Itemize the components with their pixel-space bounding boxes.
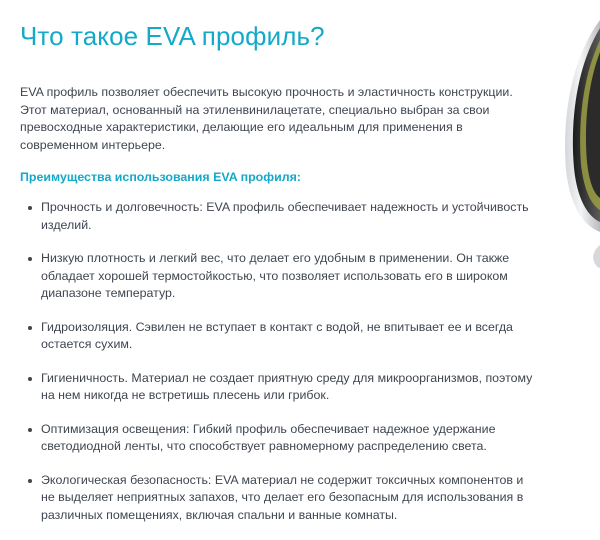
benefit-item-durability: [20, 199, 540, 234]
article-content: [20, 18, 540, 540]
benefit-text: Оптимизация освещения: Гибкий профиль обеспечивает надежное удержание светодиодной ленты, что способствует равномерному распределению света.: [41, 421, 496, 453]
intro-paragraph: EVA профиль позволяет обеспечить высокую прочность и эластичность конструкции. Этот материал, основанный на этиленвинилацетате, специально выбран за свои превосходные характеристики, делающие его идеальным для применения в современном интерьере.: [20, 85, 513, 152]
benefits-heading: Преимущества использования EVA профиля:: [20, 170, 301, 184]
bullet-icon: [28, 326, 32, 330]
bullet-icon: [28, 377, 32, 381]
page-title: Что такое EVA профиль?: [20, 21, 325, 51]
bullet-icon: [28, 428, 32, 432]
benefit-text: Прочность и долговечность: EVA профиль обеспечивает надежность и устойчивость изделий.: [41, 200, 529, 232]
benefit-text: Гидроизоляция. Сэвилен не вступает в контакт с водой, не впитывает ее и всегда остается сухим.: [41, 319, 513, 351]
benefits-list: [20, 199, 540, 524]
benefit-text: Низкую плотность и легкий вес, что делает его удобным в применении. Он также обладает хорошей термостойкостью, что позволяет использовать его в широком диапазоне температур.: [41, 251, 510, 300]
benefit-item-ecology: [20, 472, 540, 525]
decorative-profile-image: [520, 0, 600, 451]
bullet-icon: [28, 257, 32, 261]
benefit-item-low-density: [20, 250, 540, 303]
bullet-icon: [28, 206, 32, 210]
bullet-icon: [28, 479, 32, 483]
benefit-text: Гигиеничность. Материал не создает приятную среду для микроорганизмов, поэтому на нем никогда не встретишь плесень или грибок.: [41, 370, 533, 402]
benefit-item-lighting: [20, 421, 540, 456]
benefit-text: Экологическая безопасность: EVA материал не содержит токсичных компонентов и не выделяет неприятных запахов, что делает его безопасным для использования в различных помещениях, включая спальни и ванные комнаты.: [41, 472, 524, 522]
benefit-item-waterproofing: [20, 319, 540, 354]
benefit-item-hygiene: [20, 370, 540, 405]
